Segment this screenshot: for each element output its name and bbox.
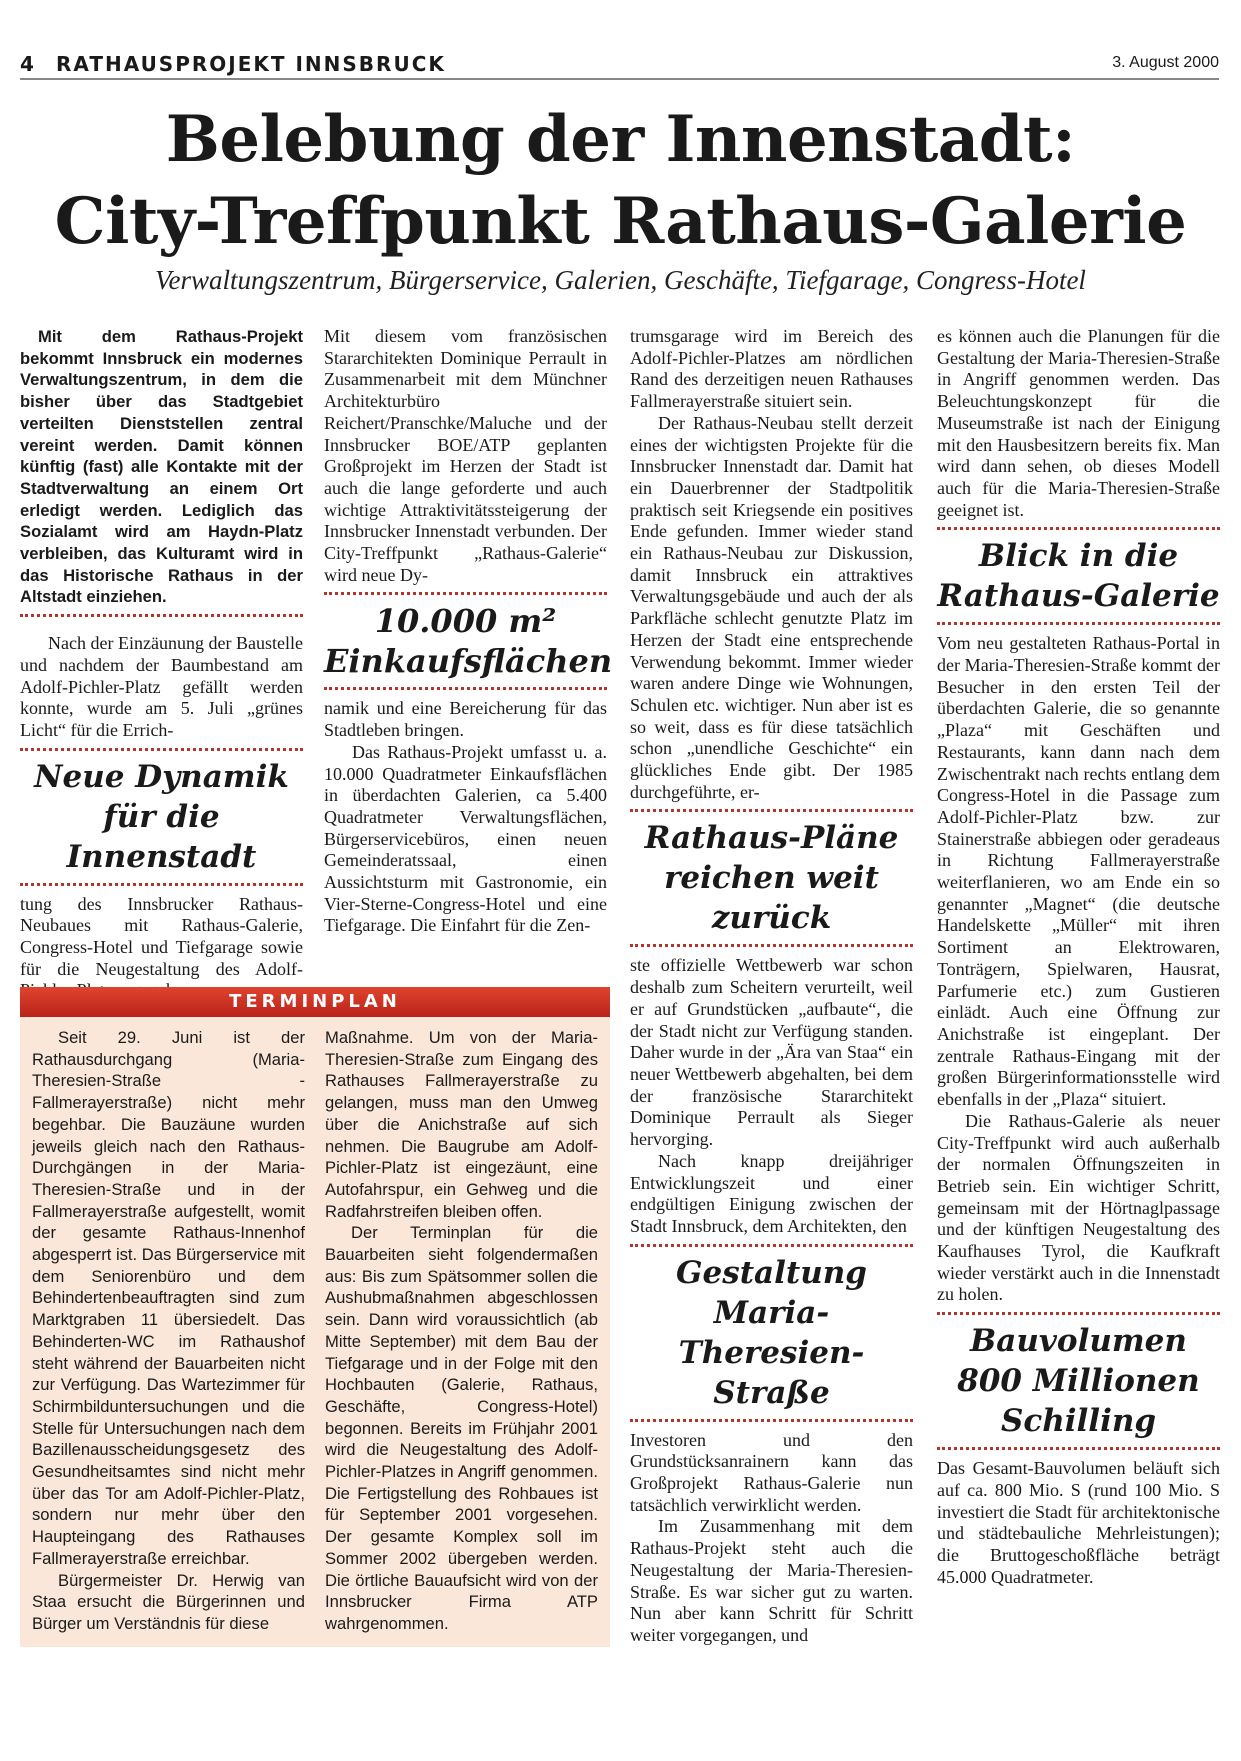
terminplan-body (20, 1017, 610, 1647)
paragraph: Maßnahme. Um von der Maria-Theresien-Straße zum Eingang des Rathauses Fallmerayerstraße zu gelangen, muss man den Umweg über die Anichstraße auf sich nehmen. Die Baugrube am Adolf-Pichler-Platz ist eingezäunt, eine Autofahrspur, ein Gehweg und die Radfahrstreifen bleiben offen. (325, 1028, 598, 1221)
subhead-rathaus-plaene: Rathaus-Pläne reichen weit zurück (644, 820, 899, 937)
headline-subtitle: Verwaltungszentrum, Bürgerservice, Galerien, Geschäfte, Tiefgarage, Congress-Hotel (155, 265, 1086, 295)
paragraph: Vom neu gestalteten Rathaus-Portal in der Maria-Theresien-Straße kommt der Besucher in den ersten Teil der überdachten Galerie, die so genannte „Plaza“ mit Geschäften und Restaurants, kann dann nach dem Zwischentrakt nach rechts entlang dem Congress-Hotel in die Passage zum Adolf-Pichler-Platz bzw. zur Stainerstraße abbiegen oder geradeaus in Richtung Fallmerayerstraße weiterflanieren, wo am Ende ein so genannter „Magnet“ (die deutsche Handelskette „Müller“ mit ihren Sortiment an Elektrowaren, Tonträgern, Spielwaren, Hausrat, Parfumerie etc.) zum Gustieren einlädt. Auch eine Öffnung zur Anichstraße ist eingeplant. Der zentrale Rathaus-Eingang mit der großen Bürgerinformationsstelle wird ebenfalls in der „Plaza“ situiert. (937, 633, 1220, 1110)
paragraph: Bürgermeister Dr. Herwig van Staa ersucht die Bürgerinnen und Bürger um Verständnis für diese (32, 1570, 305, 1633)
divider (630, 1244, 913, 1247)
subhead-einkaufsflaechen: 10.000 m² Einkaufsflächen (324, 602, 613, 681)
issue-date: 3. August 2000 (1112, 54, 1219, 71)
divider (630, 944, 913, 947)
paragraph: Nach knapp dreijähriger Entwicklungszeit und einer endgültigen Einigung zwischen der Stadt Innsbruck, dem Architekten, den (630, 1150, 913, 1236)
headline-line1: Belebung der Innenstadt: (165, 102, 1076, 177)
subhead-blick: Blick in die Rathaus-Galerie (937, 538, 1220, 615)
divider (20, 614, 303, 617)
header-rule (20, 78, 1219, 80)
column-1 (20, 326, 303, 1002)
paragraph: namik und eine Bereicherung für das Stadtleben bringen. (324, 698, 607, 741)
subhead-neue-dynamik: Neue Dynamik für die Innenstadt (34, 758, 289, 875)
divider (630, 809, 913, 812)
lead-paragraph: Mit dem Rathaus-Projekt bekommt Innsbruck ein modernes Verwaltungszentrum, in dem die bisher über das Stadtgebiet verteilten Dienststellen zentral vereint werden. Damit können künftig (fast) alle Kontakte mit der Stadtverwaltung an einem Ort erledigt werden. Lediglich das Sozialamt wird am Haydn-Platz verbleiben, das Kulturamt wird in das Historische Rathaus in der Altstadt einziehen. (20, 327, 303, 607)
paragraph: Mit diesem vom französischen Stararchitekten Dominique Perrault in Zusammenarbeit mit dem Münchner Architekturbüro Reichert/Pranschke/Maluche und der Innsbrucker BOE/ATP geplanten Großprojekt im Herzen der Stadt ist auch die lange geforderte und auch wichtige Attraktivitätssteigerung der Innsbrucker Innenstadt verbunden. Der City-Treffpunkt „Rathaus-Galerie“ wird neue Dy- (324, 326, 607, 585)
paragraph: Das Gesamt-Bauvolumen beläuft sich auf ca. 800 Mio. S (rund 100 Mio. S investiert die Stadt für architektonische und städtebauliche Mehrleistungen); die Bruttogeschoßfläche beträgt 45.000 Quadratmeter. (937, 1458, 1220, 1587)
divider (20, 748, 303, 751)
paragraph: ste offizielle Wettbewerb war schon deshalb zum Scheitern verurteilt, weil er auf Grundstücken „aufbaute“, die der Stadt nicht zur Verfügung standen. Daher wurde in der „Ära van Staa“ ein neuer Wettbewerb abgehalten, bei dem der französische Stararchitekt Dominique Perrault als Sieger hervorging. (630, 955, 913, 1150)
column-4 (937, 326, 1220, 1588)
divider (937, 527, 1220, 530)
divider (937, 1312, 1220, 1315)
paragraph: es können auch die Planungen für die Gestaltung der Maria-Theresien-Straße in Angriff genommen werden. Das Beleuchtungskonzept für die Museumstraße ist nach der Einigung mit den Hausbesitzern bereits fix. Man wird dann sehen, ob dieses Modell auch für die Maria-Theresien-Straße geeignet ist. (937, 326, 1220, 520)
subhead-bauvolumen: Bauvolumen 800 Millionen Schilling (957, 1323, 1200, 1440)
terminplan-box (20, 987, 610, 1647)
paragraph: Der Rathaus-Neubau stellt derzeit eines der wichtigsten Projekte für die Innsbrucker Innenstadt dar. Damit hat ein Dauerbrenner der Stadtpolitik praktisch seit Kriegsende ein positives Ende gefunden. Immer wieder stand ein Rathaus-Neubau zur Diskussion, damit Innsbruck ein attraktives Verwaltungsgebäude und auch der als Parkfläche schlecht genutzte Platz im Herzen der Stadt eine entsprechende Verwendung bekommt. Immer wieder waren andere Dinge wie Wohnungen, Schulen etc. wichtiger. Nun aber ist es so weit, dass es für diese tatsächlich schon „unendliche Geschichte“ ein glückliches Ende gibt. Der 1985 durchgeführte, er- (630, 412, 913, 802)
subhead-gestaltung: Gestaltung Maria-Theresien-Straße (676, 1254, 867, 1411)
terminplan-right (325, 1027, 598, 1635)
page-number: 4 (20, 52, 36, 76)
paragraph: tung des Innsbrucker Rathaus-Neubaues mit Rathaus-Galerie, Congress-Hotel und Tiefgarage sowie für die Neugestaltung des Adolf- (20, 893, 303, 979)
divider (937, 622, 1220, 625)
section-title: RATHAUSPROJEKT INNSBRUCK (56, 52, 446, 76)
column-2 (324, 326, 613, 937)
paragraph: Investoren und den Grundstücksanrainern kann das Großprojekt Rathaus-Galerie nun tatsächlich verwirklicht werden. (630, 1429, 913, 1515)
paragraph: Der Terminplan für die Bauarbeiten sieht folgendermaßen aus: Bis zum Spätsommer sollen die Aushubmaßnahmen abgeschlossen sein. Dann wird voraussichtlich (ab Mitte September) mit dem Bau der Tiefgarage und in der Folge mit den Hochbauten (Galerie, Rathaus, Geschäfte, Congress-Hotel) begonnen. Bereits im Frühjahr 2001 wird die Neugestaltung des Adolf-Pichler-Platzes in Angriff genommen. Die Fertigstellung des Rohbaues ist für September 2001 vorgesehen. Der gesamte Komplex soll im Sommer 2002 übergeben werden. Die örtliche Bauaufsicht wird von der Innsbrucker Firma ATP wahrgenommen. (325, 1223, 598, 1633)
paragraph: Das Rathaus-Projekt umfasst u. a. 10.000 Quadratmeter Einkaufsflächen in überdachten Galerien, ca 5.400 Quadratmeter Verwaltungsflächen, Bürgerservicebüros, einen neuen Gemeinderatssaal, einen Aussichtsturm mit Gastronomie, ein Vier-Sterne-Congress-Hotel und eine Tiefgarage. Die Einfahrt für die Zen- (324, 741, 607, 936)
paragraph: trumsgarage wird im Bereich des Adolf-Pichler-Platzes am nördlichen Rand des derzeitigen neuen Rathauses Fallmerayerstraße situiert sein. (630, 326, 913, 412)
paragraph: Im Zusammenhang mit dem Rathaus-Projekt steht auch die Neugestaltung der Maria-Theresien-Straße. Es war sicher gut zu warten. Nun aber kann Schritt für Schritt weiter vorgegangen, und (630, 1516, 913, 1645)
headline-line2: City-Treffpunkt Rathaus-Galerie (54, 184, 1187, 259)
divider (937, 1447, 1220, 1450)
divider (324, 687, 607, 690)
paragraph: Nach der Einzäunung der Baustelle und nachdem der Baumbestand am Adolf-Pichler-Platz gefällt werden konnte, wurde am 5. Juli „grünes Licht“ für die Errich- (20, 633, 303, 740)
divider (20, 883, 303, 886)
divider (324, 592, 607, 595)
divider (630, 1419, 913, 1422)
paragraph: Die Rathaus-Galerie als neuer City-Treffpunkt wird auch außerhalb der normalen Öffnungszeiten in Betrieb sein. Ein wichtiger Schritt, gemeinsam mit der Hörtnaglpassage und der künftigen Neugestaltung des Kaufhauses Tyrol, die Kaufkraft wieder verstärkt auch in die Innenstadt zu holen. (937, 1110, 1220, 1305)
column-3 (630, 326, 913, 1647)
terminplan-title: TERMINPLAN (20, 987, 610, 1017)
terminplan-left (32, 1027, 305, 1635)
paragraph: Seit 29. Juni ist der Rathausdurchgang (Maria-Theresien-Straße - Fallmerayerstraße) nicht mehr begehbar. Die Bauzäune wurden jeweils gleich nach den Rathaus-Durchgängen in der Maria-Theresien-Straße und in der Fallmerayerstraße aufgestellt, womit der gesamte Rathaus-Innenhof abgesperrt ist. Das Bürgerservice mit dem Seniorenbüro und dem Behindertenbeauftragten sind zum Marktgraben 11 übersiedelt. Das Behinderten-WC im Rathaushof steht während der Bauarbeiten nicht zur Verfügung. Das Wartezimmer für Schirmbilduntersuchungen und die Stelle für Untersuchungen nach dem Bazillenausscheidungsgesetz des Gesundheitsamtes sind nicht mehr über das Tor am Adolf-Pichler-Platz, sondern nur mehr über den Haupteingang des Rathauses Fallmerayerstraße erreichbar. (32, 1028, 305, 1568)
